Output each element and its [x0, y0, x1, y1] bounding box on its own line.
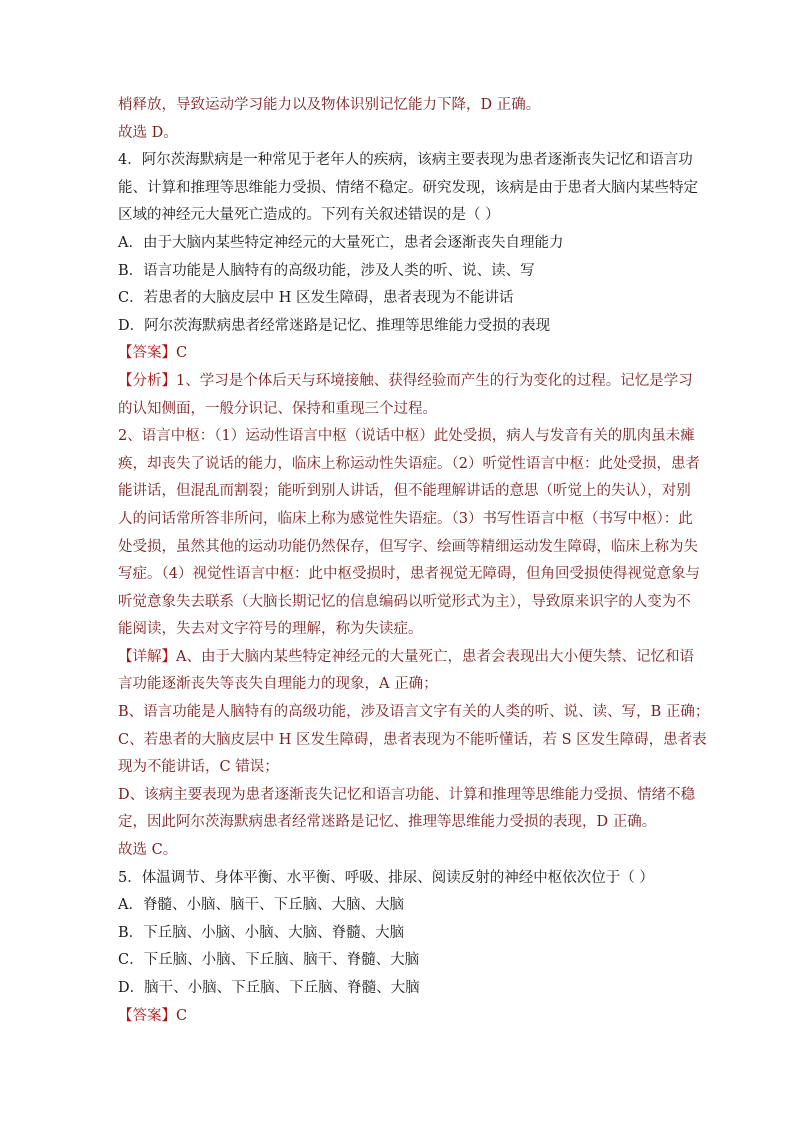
text-line [118, 147, 693, 175]
answer-text: 痪，却丧失了说话的能力，临床上称运动性失语症。（2）听觉性语言中枢：此处受损，患者 [118, 455, 700, 472]
text-line [118, 451, 700, 479]
text-line [118, 947, 684, 975]
text-line [118, 837, 684, 865]
text-line [118, 175, 698, 203]
text-line [118, 920, 684, 948]
text-line [118, 396, 684, 424]
answer-text: 故选 D。 [118, 124, 178, 141]
question-text: A．由于大脑内某些特定神经元的大量死亡，患者会逐渐丧失自理能力 [118, 234, 564, 251]
text-line [118, 892, 684, 920]
text-line [118, 616, 684, 644]
answer-text: 的认知侧面，一般分识记、保持和重现三个过程。 [118, 400, 437, 417]
question-text: 5．体温调节、身体平衡、水平衡、呼吸、排尿、阅读反射的神经中枢依次位于（ ） [118, 869, 654, 886]
answer-text: 写症。（4）视觉性语言中枢：此中枢受损时，患者视觉无障碍，但角回受损使得视觉意象与 [118, 566, 700, 583]
answer-text: 处受损，虽然其他的运动功能仍然保存，但写字、绘画等精细运动发生障碍，临床上称为失 [118, 538, 698, 555]
text-line [118, 534, 698, 562]
text-line [118, 340, 684, 368]
question-text: C．下丘脑、小脑、下丘脑、脑干、脊髓、大脑 [118, 952, 420, 969]
answer-text: A、由于大脑内某些特定神经元的大量死亡，患者会表现出大小便失禁、记忆和语 [176, 648, 694, 665]
answer-text: 能讲话，但混乱而割裂；能听到别人讲话，但不能理解讲话的意思（听觉上的失认），对别 [118, 483, 691, 500]
question-text: 能、计算和推理等思维能力受损、情绪不稳定。研究发现，该病是由于患者大脑内某些特定 [118, 179, 698, 196]
text-line [118, 92, 684, 120]
answer-text: D、该病主要表现为患者逐渐丧失记忆和语言功能、计算和推理等思维能力受损、情绪不稳 [118, 786, 696, 803]
answer-text: 现为不能讲话，C 错误； [118, 759, 279, 776]
question-text: B．下丘脑、小脑、小脑、大脑、脊髓、大脑 [118, 924, 405, 941]
text-line [118, 478, 691, 506]
question-text: B．语言功能是人脑特有的高级功能，涉及人类的听、说、读、写 [118, 262, 535, 279]
document-body [118, 92, 710, 1030]
section-tag: 【分析】 [118, 372, 176, 389]
text-line [118, 285, 684, 313]
text-line [118, 589, 691, 617]
text-line [118, 782, 696, 810]
question-text: 4．阿尔茨海默病是一种常见于老年人的疾病，该病主要表现为患者逐渐丧失记忆和语言功 [118, 152, 693, 169]
text-line [118, 368, 693, 396]
section-tag: 【答案】 [118, 345, 176, 362]
answer-text: 梢释放，导致运动学习能力以及物体识别记忆能力下降，D 正确。 [118, 97, 541, 113]
text-line [118, 258, 684, 286]
text-line [118, 644, 694, 672]
text-line [118, 120, 684, 148]
answer-text: 言功能逐渐丧失等丧失自理能力的现象，A 正确； [118, 676, 438, 693]
text-line [118, 975, 684, 1003]
text-line [118, 699, 710, 727]
answer-text: B、语言功能是人脑特有的高级功能，涉及语言文字有关的人类的听、说、读、写，B 正确； [118, 704, 710, 721]
text-line [118, 506, 693, 534]
answer-text: 能阅读，失去对文字符号的理解，称为失读症。 [118, 621, 423, 638]
answer-text: C [176, 1007, 188, 1024]
text-line [118, 561, 700, 589]
section-tag: 【答案】 [118, 1007, 176, 1024]
text-line [118, 865, 684, 893]
question-text: C．若患者的大脑皮层中 H 区发生障碍，患者表现为不能讲话 [118, 290, 514, 307]
answer-text: 1、学习是个体后天与环境接触、获得经验而产生的行为变化的过程。记忆是学习 [176, 372, 693, 389]
text-line [118, 1003, 684, 1031]
answer-text: 定，因此阿尔茨海默病患者经常迷路是记忆、推理等思维能力受损的表现，D 正确。 [118, 814, 657, 831]
question-text: 区域的神经元大量死亡造成的。下列有关叙述错误的是（ ） [118, 207, 500, 224]
text-line [118, 671, 684, 699]
question-text: D．脑干、小脑、下丘脑、下丘脑、脊髓、大脑 [118, 980, 420, 996]
text-line [118, 809, 684, 837]
text-line [118, 754, 684, 782]
answer-text: C、若患者的大脑皮层中 H 区发生障碍，患者表现为不能听懂话，若 S 区发生障碍，患者表 [118, 731, 707, 748]
text-line [118, 230, 684, 258]
text-line [118, 727, 707, 755]
section-tag: 【详解】 [118, 648, 176, 665]
answer-text: 2、语言中枢：（1）运动性语言中枢（说话中枢）此处受损，病人与发音有关的肌肉虽未瘫 [118, 428, 695, 445]
text-line [118, 423, 695, 451]
text-line [118, 313, 684, 341]
answer-text: 听觉意象失去联系（大脑长期记忆的信息编码以听觉形式为主），导致原来识字的人变为不 [118, 593, 691, 610]
text-line [118, 202, 684, 230]
question-text: D．阿尔茨海默病患者经常迷路是记忆、推理等思维能力受损的表现 [118, 317, 551, 334]
answer-text: 人的问话常所答非所问，临床上称为感觉性失语症。（3）书写性语言中枢（书写中枢）：此 [118, 510, 693, 527]
answer-text: C [176, 345, 188, 362]
answer-text: 故选 C。 [118, 842, 178, 859]
question-text: A．脊髓、小脑、脑干、下丘脑、大脑、大脑 [118, 897, 404, 914]
